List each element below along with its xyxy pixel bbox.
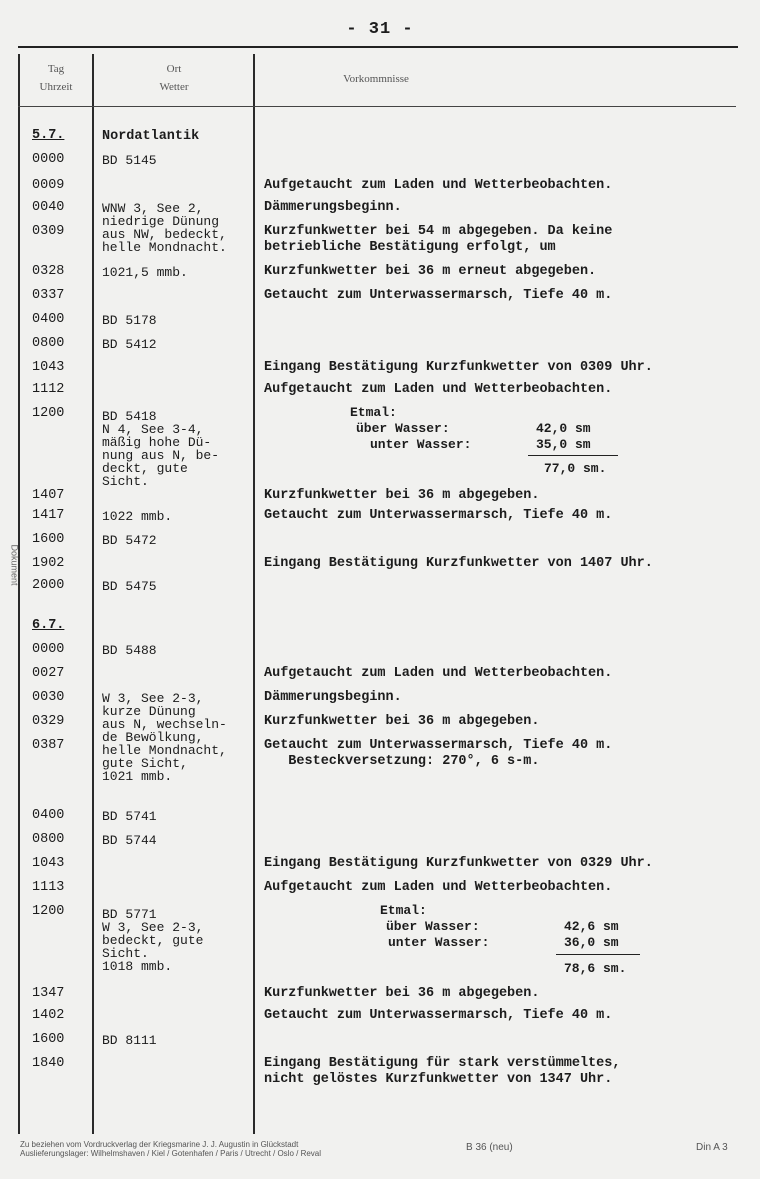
diary-place-weather: BD 8111 [102, 1033, 157, 1048]
diary-place-weather: BD 5771 W 3, See 2-3, bedeckt, gute Sicht. 1018 mmb. [102, 907, 204, 974]
etmal-sum-rule-2 [556, 954, 640, 955]
header-rule [18, 106, 736, 107]
diary-time: 1902 [32, 556, 65, 571]
diary-place-weather: BD 5488 [102, 643, 157, 658]
diary-event: Eingang Bestätigung Kurzfunkwetter von 1407 Uhr. [264, 556, 653, 571]
diary-event: Aufgetaucht zum Laden und Wetterbeobachten. [264, 178, 613, 193]
diary-time: 0800 [32, 336, 65, 351]
diary-time: 0309 [32, 224, 65, 239]
diary-place-weather: BD 5418 N 4, See 3-4, mäßig hohe Dü- nung aus N, be- deckt, gute Sicht. [102, 409, 220, 489]
diary-place-weather: BD 5475 [102, 579, 157, 594]
diary-time: 1840 [32, 1056, 65, 1071]
header-place-weather: Ort Wetter [159, 63, 189, 93]
diary-place-weather: BD 5472 [102, 533, 157, 548]
etmal-under-label: unter Wasser: [370, 437, 472, 452]
etmal-total: 77,0 sm. [544, 461, 607, 476]
etmal-label: Etmal: [380, 903, 427, 918]
diary-time: 0000 [32, 152, 65, 167]
diary-time: 1043 [32, 360, 65, 375]
diary-time: 0027 [32, 666, 65, 681]
page-number: - 31 - [346, 20, 414, 39]
diary-event: Aufgetaucht zum Laden und Wetterbeobachten. [264, 880, 613, 895]
diary-time: 1113 [32, 880, 65, 895]
diary-event: Dämmerungsbeginn. [264, 690, 402, 705]
diary-time: 0400 [32, 312, 65, 327]
etmal-under-label: unter Wasser: [388, 935, 490, 950]
diary-time: 1402 [32, 1008, 65, 1023]
side-mark: Dokument [9, 544, 20, 586]
header-events: Vorkommnisse [343, 73, 409, 85]
column-rule-2 [253, 54, 255, 1134]
etmal-over-value: 42,6 sm [564, 919, 619, 934]
diary-time: 1043 [32, 856, 65, 871]
diary-date: 5.7. [32, 128, 65, 143]
diary-event: Kurzfunkwetter bei 36 m abgegeben. [264, 488, 540, 503]
diary-time: 1200 [32, 904, 65, 919]
diary-event: Eingang Bestätigung für stark verstümmeltes, nicht gelöstes Kurzfunkwetter von 1347 Uhr. [264, 1056, 621, 1087]
column-rule-left [18, 54, 20, 1134]
diary-time: 0800 [32, 832, 65, 847]
etmal-over-label: über Wasser: [386, 919, 480, 934]
diary-time: 1347 [32, 986, 65, 1001]
diary-time: 1600 [32, 1032, 65, 1047]
diary-time: 0329 [32, 714, 65, 729]
header-date-time: Tag Uhrzeit [39, 63, 73, 93]
diary-event: Aufgetaucht zum Laden und Wetterbeobachten. [264, 666, 613, 681]
top-rule [18, 46, 738, 48]
diary-time: 0328 [32, 264, 65, 279]
diary-place-weather: BD 5412 [102, 337, 157, 352]
diary-event: Getaucht zum Unterwassermarsch, Tiefe 40 m. Besteckversetzung: 270°, 6 s-m. [264, 738, 613, 769]
diary-time: 1407 [32, 488, 65, 503]
diary-event: Getaucht zum Unterwassermarsch, Tiefe 40 m. [264, 508, 613, 523]
diary-place-weather: BD 5741 [102, 809, 157, 824]
diary-time: 0387 [32, 738, 65, 753]
diary-place-weather: W 3, See 2-3, kurze Dünung aus N, wechseln- de Bewölkung, helle Mondnacht, gute Sicht, 1021 mmb. [102, 691, 227, 784]
diary-event: Eingang Bestätigung Kurzfunkwetter von 0309 Uhr. [264, 360, 653, 375]
diary-place-weather: 1022 mmb. [102, 509, 173, 524]
diary-time: 2000 [32, 578, 65, 593]
footer-line-2: Auslieferungslager: Wilhelmshaven / Kiel / Gotenhafen / Paris / Utrecht / Oslo / Reval [20, 1149, 322, 1158]
diary-event: Dämmerungsbeginn. [264, 200, 402, 215]
diary-place-weather: BD 5145 [102, 153, 157, 168]
column-rule-1 [92, 54, 94, 1134]
diary-time: 0000 [32, 642, 65, 657]
diary-event: Kurzfunkwetter bei 36 m abgegeben. [264, 714, 540, 729]
etmal-over-label: über Wasser: [356, 421, 450, 436]
diary-time: 1112 [32, 382, 65, 397]
diary-time: 1600 [32, 532, 65, 547]
footer-paper-size: Din A 3 [696, 1142, 728, 1153]
diary-place-weather: 1021,5 mmb. [102, 265, 188, 280]
diary-time: 0040 [32, 200, 65, 215]
footer-line-1: Zu beziehen vom Vordruckverlag der Kriegsmarine J. J. Augustin in Glückstadt [20, 1140, 299, 1149]
etmal-over-value: 42,0 sm [536, 421, 591, 436]
etmal-label: Etmal: [350, 405, 397, 420]
etmal-sum-rule-1 [528, 455, 618, 456]
diary-place-weather: WNW 3, See 2, niedrige Dünung aus NW, bedeckt, helle Mondnacht. [102, 201, 227, 255]
diary-time: 1200 [32, 406, 65, 421]
diary-place-weather: BD 5178 [102, 313, 157, 328]
diary-date: 6.7. [32, 618, 65, 633]
etmal-under-value: 35,0 sm [536, 437, 591, 452]
diary-event: Getaucht zum Unterwassermarsch, Tiefe 40 m. [264, 1008, 613, 1023]
diary-place-weather: Nordatlantik [102, 129, 200, 144]
etmal-total: 78,6 sm. [564, 961, 627, 976]
diary-time: 0030 [32, 690, 65, 705]
diary-event: Getaucht zum Unterwassermarsch, Tiefe 40 m. [264, 288, 613, 303]
diary-event: Eingang Bestätigung Kurzfunkwetter von 0329 Uhr. [264, 856, 653, 871]
footer-publisher [20, 1140, 440, 1158]
diary-time: 0400 [32, 808, 65, 823]
diary-event: Kurzfunkwetter bei 36 m abgegeben. [264, 986, 540, 1001]
etmal-under-value: 36,0 sm [564, 935, 619, 950]
diary-event: Kurzfunkwetter bei 36 m erneut abgegeben. [264, 264, 597, 279]
footer-form-number: B 36 (neu) [466, 1142, 513, 1153]
diary-time: 0337 [32, 288, 65, 303]
diary-event: Aufgetaucht zum Laden und Wetterbeobachten. [264, 382, 613, 397]
diary-place-weather: BD 5744 [102, 833, 157, 848]
diary-time: 1417 [32, 508, 65, 523]
diary-time: 0009 [32, 178, 65, 193]
diary-event: Kurzfunkwetter bei 54 m abgegeben. Da keine betriebliche Bestätigung erfolgt, um [264, 224, 613, 255]
